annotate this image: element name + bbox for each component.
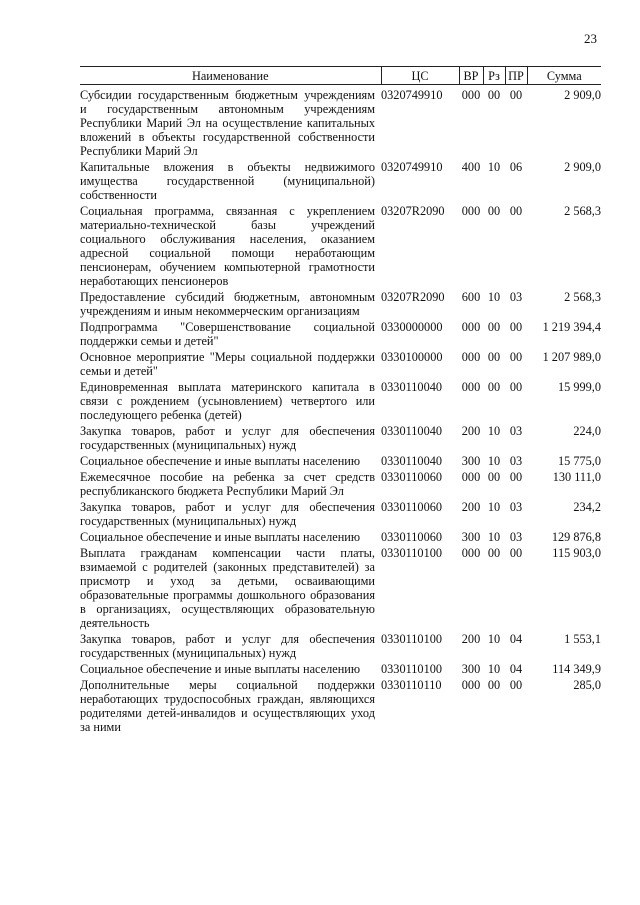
- row-code: 0330100000: [381, 350, 443, 364]
- row-sum: 2 909,0: [564, 88, 601, 102]
- row-pr: 00: [509, 546, 523, 560]
- row-rz: 00: [487, 320, 501, 334]
- table-row: [80, 289, 601, 319]
- row-sum: 129 876,8: [551, 530, 601, 544]
- row-pr: 03: [509, 500, 523, 514]
- header-sum: Сумма: [527, 67, 601, 85]
- row-pr: 04: [509, 662, 523, 676]
- row-vr: 300: [461, 662, 481, 676]
- row-rz: 00: [487, 204, 501, 218]
- row-vr: 300: [461, 530, 481, 544]
- row-pr: 00: [509, 678, 523, 692]
- row-pr: 03: [509, 454, 523, 468]
- row-code: 0330110100: [381, 632, 443, 646]
- table-row: [80, 469, 601, 499]
- table-row: [80, 499, 601, 529]
- row-rz: 10: [487, 424, 501, 438]
- row-pr: 03: [509, 424, 523, 438]
- table-row: [80, 631, 601, 661]
- row-name: Социальная программа, связанная с укреплением материально-технической базы учреждений социального обслуживания населения, оказанием адресной социальной помощи неработающим пенсионерам, обучением компьютерной грамотности неработающих пенсионеров: [80, 204, 375, 288]
- row-name: Социальное обеспечение и иные выплаты населению: [80, 662, 361, 676]
- row-code: 0330110060: [381, 500, 443, 514]
- row-rz: 00: [487, 88, 501, 102]
- header-vr: ВР: [459, 67, 483, 85]
- table-header-row: [80, 67, 601, 85]
- row-vr: 000: [461, 546, 481, 560]
- table-body: [80, 87, 601, 735]
- row-rz: 10: [487, 632, 501, 646]
- row-sum: 130 111,0: [552, 470, 601, 484]
- row-sum: 115 903,0: [552, 546, 601, 560]
- row-name: Ежемесячное пособие на ребенка за счет средств республиканского бюджета Республики Марий Эл: [80, 470, 375, 498]
- row-pr: 00: [509, 470, 523, 484]
- row-sum: 114 349,9: [552, 662, 601, 676]
- header-rz: Рз: [483, 67, 505, 85]
- table-row: [80, 453, 601, 469]
- row-vr: 000: [461, 678, 481, 692]
- row-name: Социальное обеспечение и иные выплаты населению: [80, 454, 361, 468]
- header-name: Наименование: [80, 67, 381, 85]
- row-code: 0330110100: [381, 662, 443, 676]
- row-rz: 10: [487, 454, 501, 468]
- table-row: [80, 159, 601, 203]
- row-sum: 224,0: [573, 424, 601, 438]
- row-pr: 06: [509, 160, 523, 174]
- row-vr: 000: [461, 380, 481, 394]
- row-rz: 10: [487, 662, 501, 676]
- row-vr: 000: [461, 88, 481, 102]
- table-row: [80, 677, 601, 735]
- row-sum: 2 568,3: [564, 204, 601, 218]
- row-vr: 000: [461, 350, 481, 364]
- row-sum: 1 553,1: [564, 632, 601, 646]
- row-code: 03207R2090: [381, 204, 445, 218]
- row-code: 0330110060: [381, 470, 443, 484]
- row-rz: 10: [487, 530, 501, 544]
- table-row: [80, 87, 601, 159]
- row-sum: 1 219 394,4: [542, 320, 601, 334]
- row-vr: 200: [461, 424, 481, 438]
- row-vr: 000: [461, 204, 481, 218]
- header-pr: ПР: [505, 67, 527, 85]
- row-name: Закупка товаров, работ и услуг для обеспечения государственных (муниципальных) нужд: [80, 500, 375, 528]
- row-pr: 04: [509, 632, 523, 646]
- row-rz: 10: [487, 500, 501, 514]
- row-code: 0330000000: [381, 320, 443, 334]
- row-name: Капитальные вложения в объекты недвижимого имущества государственной (муниципальной) собственности: [80, 160, 375, 202]
- row-pr: 00: [509, 320, 523, 334]
- row-name: Дополнительные меры социальной поддержки неработающих трудоспособных граждан, являющихся родителями детей-инвалидов и осуществляющих уход за ними: [80, 678, 375, 734]
- row-sum: 234,2: [573, 500, 601, 514]
- header-code: ЦС: [381, 67, 459, 85]
- row-name: Предоставление субсидий бюджетным, автономным учреждениям и иным некоммерческим организациям: [80, 290, 375, 318]
- row-code: 0320749910: [381, 160, 443, 174]
- row-rz: 00: [487, 546, 501, 560]
- page-number: 23: [584, 31, 597, 46]
- row-rz: 10: [487, 290, 501, 304]
- table-row: [80, 203, 601, 289]
- row-name: Закупка товаров, работ и услуг для обеспечения государственных (муниципальных) нужд: [80, 424, 375, 452]
- row-rz: 00: [487, 350, 501, 364]
- row-sum: 15 999,0: [557, 380, 601, 394]
- row-sum: 15 775,0: [557, 454, 601, 468]
- row-vr: 400: [461, 160, 481, 174]
- row-code: 0320749910: [381, 88, 443, 102]
- row-rz: 00: [487, 380, 501, 394]
- row-pr: 00: [509, 88, 523, 102]
- row-pr: 03: [509, 530, 523, 544]
- row-code: 0330110100: [381, 546, 443, 560]
- row-sum: 2 568,3: [564, 290, 601, 304]
- row-name: Подпрограмма "Совершенствование социальной поддержки семьи и детей": [80, 320, 375, 348]
- row-rz: 10: [487, 160, 501, 174]
- table-row: [80, 661, 601, 677]
- row-rz: 00: [487, 678, 501, 692]
- row-sum: 1 207 989,0: [542, 350, 601, 364]
- row-name: Выплата гражданам компенсации части платы, взимаемой с родителей (законных представителей) за присмотр и уход за детьми, осваивающими образовательные программы дошкольного образования в организациях, осуществляющих образовательную деятельность: [80, 546, 375, 630]
- budget-table: [80, 66, 601, 735]
- table-row: [80, 379, 601, 423]
- row-sum: 285,0: [573, 678, 601, 692]
- row-name: Субсидии государственным бюджетным учреждениям и государственным автономным учреждениям Республики Марий Эл на осуществление капитальных вложений в объекты государственной собственности Республики Марий Эл: [80, 88, 375, 158]
- row-code: 0330110040: [381, 424, 443, 438]
- row-pr: 00: [509, 380, 523, 394]
- table-row: [80, 349, 601, 379]
- row-name: Социальное обеспечение и иные выплаты населению: [80, 530, 361, 544]
- table-row: [80, 529, 601, 545]
- row-vr: 200: [461, 500, 481, 514]
- table-row: [80, 319, 601, 349]
- row-code: 0330110060: [381, 530, 443, 544]
- table-row: [80, 545, 601, 631]
- row-code: 0330110040: [381, 454, 443, 468]
- row-code: 0330110040: [381, 380, 443, 394]
- row-name: Закупка товаров, работ и услуг для обеспечения государственных (муниципальных) нужд: [80, 632, 375, 660]
- row-vr: 200: [461, 632, 481, 646]
- row-vr: 300: [461, 454, 481, 468]
- row-name: Единовременная выплата материнского капитала в связи с рождением (усыновлением) четвертого или последующего ребенка (детей): [80, 380, 375, 422]
- row-code: 03207R2090: [381, 290, 445, 304]
- row-vr: 000: [461, 470, 481, 484]
- row-pr: 03: [509, 290, 523, 304]
- row-pr: 00: [509, 204, 523, 218]
- row-sum: 2 909,0: [564, 160, 601, 174]
- row-vr: 600: [461, 290, 481, 304]
- row-code: 0330110110: [381, 678, 442, 692]
- row-name: Основное мероприятие "Меры социальной поддержки семьи и детей": [80, 350, 375, 378]
- row-pr: 00: [509, 350, 523, 364]
- row-rz: 00: [487, 470, 501, 484]
- row-vr: 000: [461, 320, 481, 334]
- table-row: [80, 423, 601, 453]
